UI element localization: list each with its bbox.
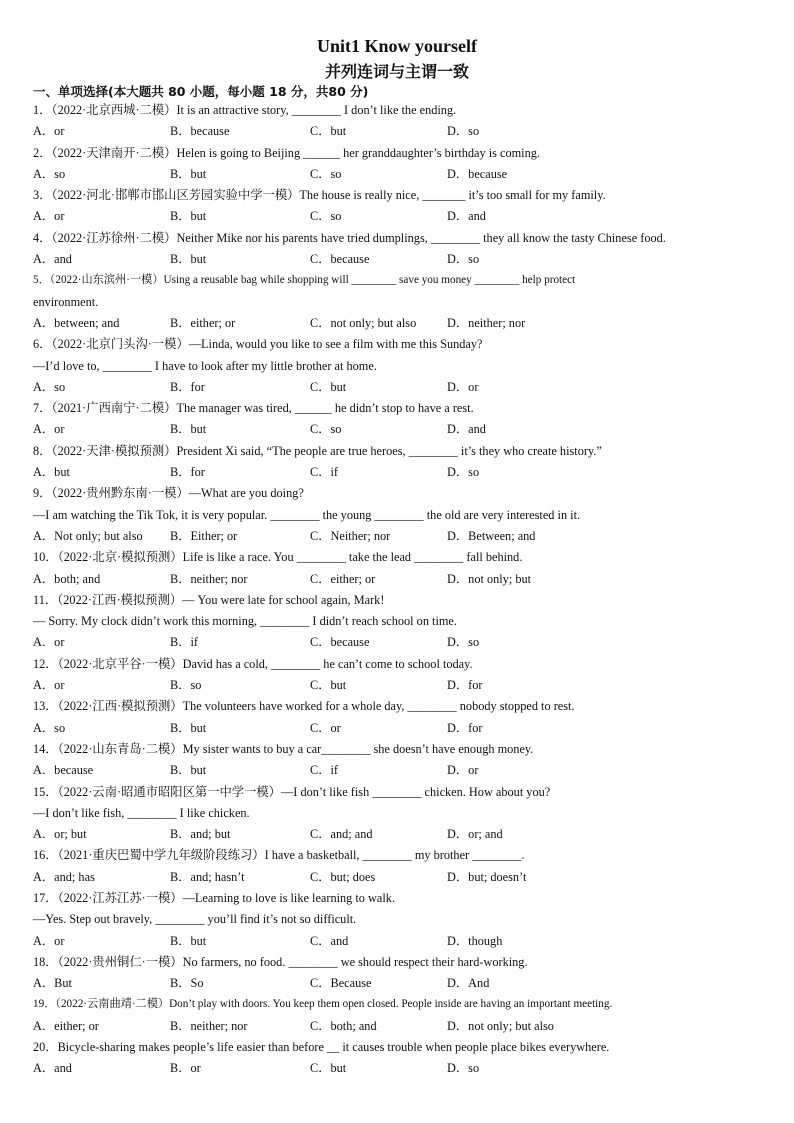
- option-c: C．so: [310, 422, 342, 437]
- answer-options: [33, 675, 773, 696]
- option-d: D．and: [447, 209, 486, 224]
- option-b: B．but: [170, 720, 207, 735]
- option-b: B．for: [170, 465, 205, 480]
- question-stem-continued: —I am watching the Tik Tok, it is very popular. ________ the young ________ the old are very interested in it.: [33, 507, 581, 522]
- question-item: [33, 696, 773, 739]
- option-b: B．but: [170, 763, 207, 778]
- option-d: D．neither; nor: [447, 315, 526, 330]
- option-b: B．or: [170, 1061, 201, 1076]
- question-stem: 20．Bicycle-sharing makes people’s life easier than before __ it causes trouble when people place bikes everywhere.: [33, 1040, 610, 1055]
- question-item: [33, 483, 773, 547]
- answer-options: [33, 121, 773, 142]
- option-b: B．either; or: [170, 315, 236, 330]
- answer-options: [33, 313, 773, 334]
- question-item: [33, 1037, 773, 1080]
- option-d: D．so: [447, 252, 480, 267]
- question-item: [33, 143, 773, 186]
- option-c: C．both; and: [310, 1018, 377, 1033]
- question-item: [33, 952, 773, 995]
- option-b: B．neither; nor: [170, 571, 248, 586]
- question-stem-continued: environment.: [33, 294, 99, 309]
- option-d: D．not only; but: [447, 571, 532, 586]
- option-c: C．so: [310, 166, 342, 181]
- answer-options: [33, 1016, 773, 1037]
- option-c: C．not only; but also: [310, 315, 417, 330]
- question-stem: 1．（2022·北京西城·二模）It is an attractive story, ________ I don’t like the ending.: [33, 103, 457, 117]
- option-d: D．for: [447, 678, 483, 693]
- answer-options: [33, 164, 773, 185]
- question-stem: 7．（2021·广西南宁·二模）The manager was tired, ______ he didn’t stop to have a rest.: [33, 401, 474, 416]
- option-a: A．Not only; but also: [33, 528, 143, 543]
- question-stem: 5．（2022·山东滨州·一模）Using a reusable bag while shopping will ________ save you money ________ help protect: [33, 274, 576, 287]
- question-stem: 6．（2022·北京门头沟·一模）—Linda, would you like to see a film with me this Sunday?: [33, 337, 483, 352]
- option-c: C．either; or: [310, 571, 376, 586]
- option-a: A．between; and: [33, 315, 120, 330]
- section-heading: 一、单项选择(本大题共 80 小题，每小题 18 分，共80 分): [33, 84, 369, 99]
- option-a: A．or; but: [33, 827, 87, 842]
- question-stem-continued: —Yes. Step out bravely, ________ you’ll find it’s not so difficult.: [33, 912, 357, 927]
- question-item: [33, 739, 773, 782]
- option-d: D．And: [447, 976, 490, 991]
- option-a: A．so: [33, 379, 66, 394]
- option-a: A．and: [33, 252, 72, 267]
- option-b: B．So: [170, 976, 204, 991]
- option-c: C．if: [310, 763, 339, 778]
- question-item: [33, 270, 773, 334]
- question-stem: 12．（2022·北京平谷·一模）David has a cold, ________ he can’t come to school today.: [33, 656, 473, 671]
- option-d: D．so: [447, 1061, 480, 1076]
- question-stem: 17．（2022·江苏江苏·一模）—Learning to love is like learning to walk.: [33, 890, 396, 905]
- option-c: C．but: [310, 1061, 347, 1076]
- option-d: D．and: [447, 422, 486, 437]
- option-d: D．but; doesn’t: [447, 869, 527, 884]
- option-a: A．because: [33, 763, 94, 778]
- question-stem: 19．（2022·云南曲靖·二模）Don’t play with doors. You keep them open closed. People inside are having an important meeting.: [33, 998, 613, 1011]
- option-a: A．or: [33, 209, 65, 224]
- question-item: [33, 590, 773, 654]
- question-item: [33, 228, 773, 271]
- question-stem: 3．（2022·河北·邯郸市邯山区芳园实验中学一模）The house is really nice, _______ it’s too small for my family.: [33, 188, 606, 203]
- question-stem: 11．（2022·江西·模拟预测）— You were late for school again, Mark!: [33, 592, 385, 607]
- answer-options: [33, 824, 773, 845]
- option-a: A．or: [33, 422, 65, 437]
- option-c: C．and: [310, 933, 349, 948]
- question-item: [33, 994, 773, 1037]
- option-c: C．but; does: [310, 869, 376, 884]
- option-a: A．so: [33, 720, 66, 735]
- answer-options: [33, 377, 773, 398]
- option-d: D．so: [447, 465, 480, 480]
- option-b: B．but: [170, 422, 207, 437]
- option-c: C．because: [310, 252, 370, 267]
- option-a: A．either; or: [33, 1018, 99, 1033]
- option-c: C．Because: [310, 976, 372, 991]
- option-b: B．but: [170, 252, 207, 267]
- question-item: [33, 654, 773, 697]
- question-item: [33, 845, 773, 888]
- question-stem-continued: —I don’t like fish, ________ I like chicken.: [33, 805, 250, 820]
- answer-options: [33, 867, 773, 888]
- option-c: C．but: [310, 124, 347, 139]
- option-c: C．but: [310, 678, 347, 693]
- question-stem: 16．（2021·重庆巴蜀中学九年级阶段练习）I have a basketball, ________ my brother ________.: [33, 848, 525, 863]
- option-b: B．if: [170, 635, 199, 650]
- option-a: A．but: [33, 465, 70, 480]
- option-b: B．Either; or: [170, 528, 238, 543]
- option-d: D．because: [447, 166, 508, 181]
- option-b: B．neither; nor: [170, 1018, 248, 1033]
- option-a: A．and: [33, 1061, 72, 1076]
- option-d: D．Between; and: [447, 528, 536, 543]
- question-stem: 18．（2022·贵州铜仁·一模）No farmers, no food. ________ we should respect their hard-working.: [33, 954, 528, 969]
- option-a: A．so: [33, 166, 66, 181]
- question-stem: 15．（2022·云南·昭通市昭阳区第一中学一模）—I don’t like fish ________ chicken. How about you?: [33, 784, 551, 799]
- question-item: [33, 334, 773, 398]
- question-stem-continued: —I’d love to, ________ I have to look after my little brother at home.: [33, 358, 377, 373]
- question-item: [33, 782, 773, 846]
- question-item: [33, 100, 773, 143]
- question-stem: 2．（2022·天津南开·二模）Helen is going to Beijing ______ her granddaughter’s birthday is coming.: [33, 145, 540, 160]
- option-d: D．or: [447, 763, 479, 778]
- question-item: [33, 398, 773, 441]
- question-stem: 4．（2022·江苏徐州·二模）Neither Mike nor his parents have tried dumplings, ________ they all know the tasty Chinese food.: [33, 230, 666, 245]
- option-d: D．though: [447, 933, 503, 948]
- option-b: B．but: [170, 209, 207, 224]
- answer-options: [33, 249, 773, 270]
- option-a: A．or: [33, 678, 65, 693]
- option-b: B．for: [170, 379, 205, 394]
- question-item: [33, 888, 773, 952]
- option-d: D．so: [447, 635, 480, 650]
- question-stem: 8．（2022·天津·模拟预测）President Xi said, “The people are true heroes, ________ it’s they who create history.”: [33, 443, 602, 458]
- question-stem: 9．（2022·贵州黔东南·一模）—What are you doing?: [33, 486, 304, 501]
- answer-options: [33, 419, 773, 440]
- question-stem-continued: — Sorry. My clock didn’t work this morning, ________ I didn’t reach school on time.: [33, 614, 457, 629]
- option-d: D．for: [447, 720, 483, 735]
- question-stem: 13．（2022·江西·模拟预测）The volunteers have worked for a whole day, ________ nobody stopped to rest.: [33, 699, 575, 714]
- option-c: C．because: [310, 635, 370, 650]
- option-a: A．or: [33, 933, 65, 948]
- answer-options: [33, 526, 773, 547]
- option-b: B．and; but: [170, 827, 231, 842]
- option-d: D．not only; but also: [447, 1018, 554, 1033]
- option-a: A．or: [33, 635, 65, 650]
- option-b: B．but: [170, 166, 207, 181]
- option-c: C．or: [310, 720, 341, 735]
- answer-options: [33, 718, 773, 739]
- page-subtitle: 并列连词与主谓一致: [324, 62, 469, 81]
- answer-options: [33, 569, 773, 590]
- answer-options: [33, 1058, 773, 1079]
- option-b: B．but: [170, 933, 207, 948]
- option-c: C．if: [310, 465, 339, 480]
- option-b: B．and; hasn’t: [170, 869, 245, 884]
- question-item: [33, 185, 773, 228]
- answer-options: [33, 973, 773, 994]
- option-a: A．But: [33, 976, 72, 991]
- option-b: B．because: [170, 124, 230, 139]
- option-c: C．and; and: [310, 827, 373, 842]
- question-item: [33, 547, 773, 590]
- option-a: A．and; has: [33, 869, 95, 884]
- option-c: C．Neither; nor: [310, 528, 391, 543]
- option-a: A．both; and: [33, 571, 101, 586]
- question-stem: 14．（2022·山东青岛·二模）My sister wants to buy a car________ she doesn’t have enough money.: [33, 741, 534, 756]
- question-item: [33, 441, 773, 484]
- question-stem: 10．（2022·北京·模拟预测）Life is like a race. You ________ take the lead ________ fall behind.: [33, 550, 523, 565]
- question-list: [33, 100, 773, 1080]
- page-title: Unit1 Know yourself: [316, 36, 477, 56]
- answer-options: [33, 632, 773, 653]
- answer-options: [33, 462, 773, 483]
- option-c: C．so: [310, 209, 342, 224]
- option-c: C．but: [310, 379, 347, 394]
- answer-options: [33, 206, 773, 227]
- option-a: A．or: [33, 124, 65, 139]
- answer-options: [33, 760, 773, 781]
- option-d: D．or: [447, 379, 479, 394]
- answer-options: [33, 931, 773, 952]
- option-d: D．so: [447, 124, 480, 139]
- option-d: D．or; and: [447, 827, 503, 842]
- option-b: B．so: [170, 678, 202, 693]
